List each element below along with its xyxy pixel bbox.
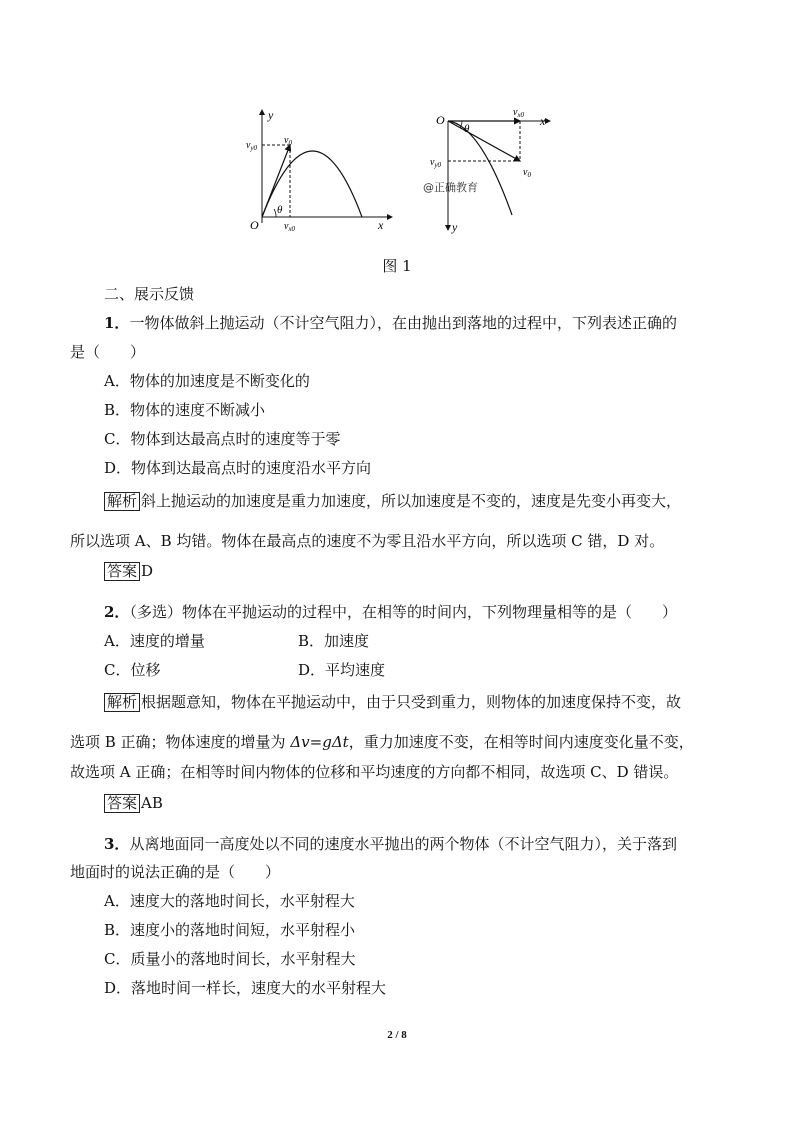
page-number: 2 / 8 xyxy=(387,1029,407,1041)
right-axis-x-label: x xyxy=(540,114,546,128)
right-axis-y-label: y xyxy=(452,220,458,234)
q2-answer-tag: 答案 xyxy=(104,794,140,813)
figure-left-diagram xyxy=(240,105,400,235)
q3-option-d: D．落地时间一样长，速度大的水平射程大 xyxy=(104,979,387,997)
left-vx0-label: $v_{x0}$ xyxy=(284,221,296,233)
right-theta-label: θ xyxy=(464,123,470,135)
q1-option-d: D．物体到达最高点时的速度沿水平方向 xyxy=(104,459,372,477)
left-axis-y-label: y xyxy=(268,108,274,122)
q1-option-b: B．物体的速度不断减小 xyxy=(104,401,266,419)
right-origin-label: O xyxy=(436,113,445,127)
q1-answer-tag: 答案 xyxy=(104,562,140,581)
left-theta-label: θ xyxy=(277,204,283,216)
q2-analysis-line2: 选项 B 正确；物体速度的增量为 Δv=gΔt，重力加速度不变，在相等时间内速度变化量不变， xyxy=(70,733,694,751)
q2-option-row1 xyxy=(104,631,504,651)
q2-answer-line: 答案 AB xyxy=(104,793,163,813)
q1-option-c: C．物体到达最高点时的速度等于零 xyxy=(104,430,341,448)
q2-analysis-line1: 解析 根据题意知，物体在平抛运动中，由于只受到重力，则物体的加速度保持不变，故 xyxy=(104,692,681,712)
q2-stem: 2．（多选）物体在平抛运动的过程中，在相等的时间内，下列物理量相等的是（ ） xyxy=(104,603,677,621)
q2-formula: Δv=gΔt xyxy=(290,733,349,751)
right-watermark: @正确教育 xyxy=(423,181,478,194)
q1-analysis-line2: 所以选项 A、B 均错。物体在最高点的速度不为零且沿水平方向，所以选项 C 错，D 对。 xyxy=(70,532,665,550)
right-v0-label: $v_0$ xyxy=(523,167,531,179)
q1-analysis-tag: 解析 xyxy=(104,492,140,511)
q1-option-a: A．物体的加速度是不断变化的 xyxy=(104,372,310,390)
q1-stem-line1: 1．一物体做斜上抛运动（不计空气阻力），在由抛出到落地的过程中，下列表述正确的 xyxy=(104,314,677,332)
q2-option-c: C．位移 xyxy=(104,661,161,679)
left-axis-x-label: x xyxy=(378,218,384,232)
figure-right-diagram xyxy=(420,105,560,235)
q2-option-d: D．平均速度 xyxy=(298,661,386,679)
q3-stem-line1: 3．从离地面同一高度处以不同的速度水平抛出的两个物体（不计空气阻力），关于落到 xyxy=(104,835,677,853)
q3-option-a: A．速度大的落地时间长，水平射程大 xyxy=(104,892,355,910)
q2-option-b: B．加速度 xyxy=(298,632,370,650)
q1-stem-line2: 是（ ） xyxy=(70,343,146,361)
q2-analysis-tag: 解析 xyxy=(104,693,140,712)
left-vy0-label: $v_{y0}$ xyxy=(246,140,258,152)
q2-analysis-line3: 故选项 A 正确；在相等时间内物体的位移和平均速度的方向都不相同，故选项 C、D 错误。 xyxy=(70,763,679,781)
right-vx0-label: $v_{x0}$ xyxy=(513,107,525,119)
q1-analysis-line1: 解析 斜上抛运动的加速度是重力加速度，所以加速度是不变的，速度是先变小再变大， xyxy=(104,491,681,511)
q2-option-a: A．速度的增量 xyxy=(104,632,205,650)
section-heading: 二、展示反馈 xyxy=(104,285,195,303)
q3-option-b: B．速度小的落地时间短，水平射程小 xyxy=(104,921,356,939)
right-vy0-label: $v_{y0}$ xyxy=(430,157,442,169)
q1-answer-line: 答案 D xyxy=(104,561,153,581)
q2-option-row2 xyxy=(104,660,504,680)
left-v0-label: $v_0$ xyxy=(284,135,292,147)
q3-stem-line2: 地面时的说法正确的是（ ） xyxy=(70,863,281,881)
left-origin-label: O xyxy=(250,218,259,232)
figure-caption: 图 1 xyxy=(382,257,412,275)
q3-option-c: C．质量小的落地时间长，水平射程大 xyxy=(104,950,356,968)
